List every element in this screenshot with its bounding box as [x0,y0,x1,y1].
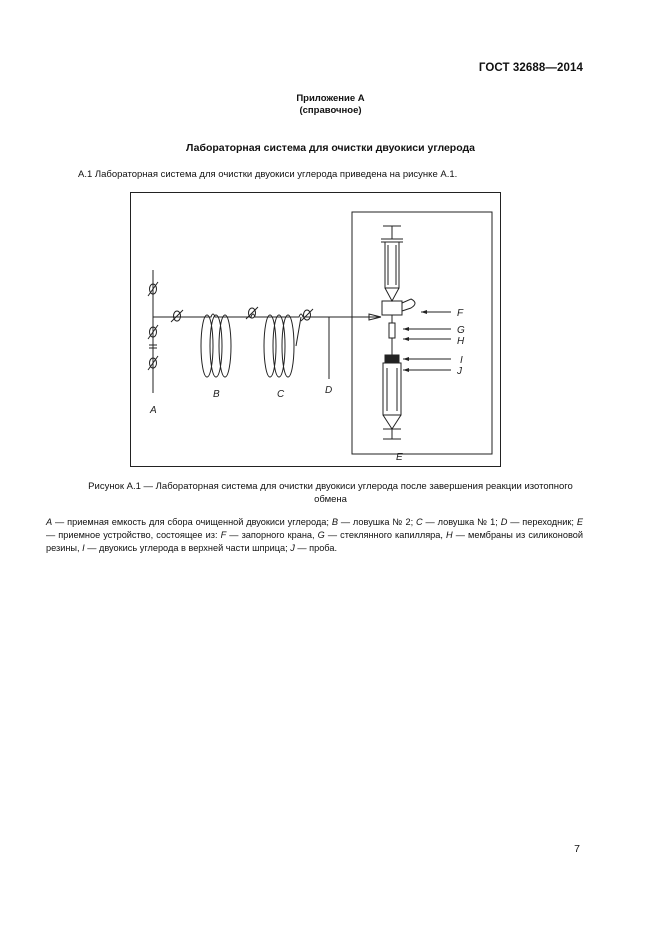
lower-syringe [383,355,401,439]
legend-item: B — ловушка № 2; [331,517,417,527]
pointer-arrowheads [403,310,427,372]
legend-item: F — запорного крана, [220,530,318,541]
standard-number: ГОСТ 32688—2014 [478,62,583,74]
legend-item: I — двуокись углерода в верхней части шприца; [82,543,291,554]
stopcock-f [382,299,415,323]
trap-b-coil [201,315,231,377]
appendix-title: Приложение А [296,93,365,104]
legend-item: J — проба. [290,543,338,554]
page-number: 7 [574,843,580,855]
label-a: A [150,405,157,416]
connecting-tube [153,314,381,317]
valve-icon [148,282,158,296]
section-heading: Лабораторная система для очистки двуокиси углерода [185,142,476,154]
label-d: D [325,385,333,396]
label-b: B [213,389,220,400]
legend-item: C — ловушка № 1; [416,517,501,527]
apparatus-diagram [131,193,500,466]
valve-icon [148,325,158,339]
legend-item: E — приемное устройство, состоящее из: [46,517,583,541]
trap-c-coil [264,315,294,377]
label-e: E [396,452,403,463]
label-j: J [457,366,462,377]
trap-c-outlet [296,317,301,346]
label-c: C [277,389,285,400]
appendix-header [0,93,661,117]
legend-item: H — мембраны из силиконовой резины, [46,530,583,554]
upper-syringe [381,226,403,301]
label-i: I [460,355,463,366]
appendix-note: (справочное) [299,105,362,116]
capillary-g [369,314,395,355]
figure-caption: Рисунок А.1 — Лабораторная система для очистки двуокиси углерода после завершения реакции изотопного обмена [88,481,573,505]
label-g: G [457,325,465,336]
figure-legend [46,516,583,556]
legend-item: D — переходник; [500,517,577,527]
figure-a1 [130,192,501,467]
pointer-lines [403,312,451,370]
valve-icon [171,310,183,322]
intro-paragraph: А.1 Лабораторная система для очистки двуокиси углерода приведена на рисунке А.1. [78,169,458,180]
valve-icon [301,309,313,321]
legend-item: G — стеклянного капилляра, [317,530,447,541]
label-f: F [457,308,464,319]
receiving-device-e-frame [352,212,492,454]
legend-item: A — приемная емкость для сбора очищенной двуокиси углерода; [46,517,332,527]
valve-icon [148,356,158,370]
label-h: H [457,336,465,347]
